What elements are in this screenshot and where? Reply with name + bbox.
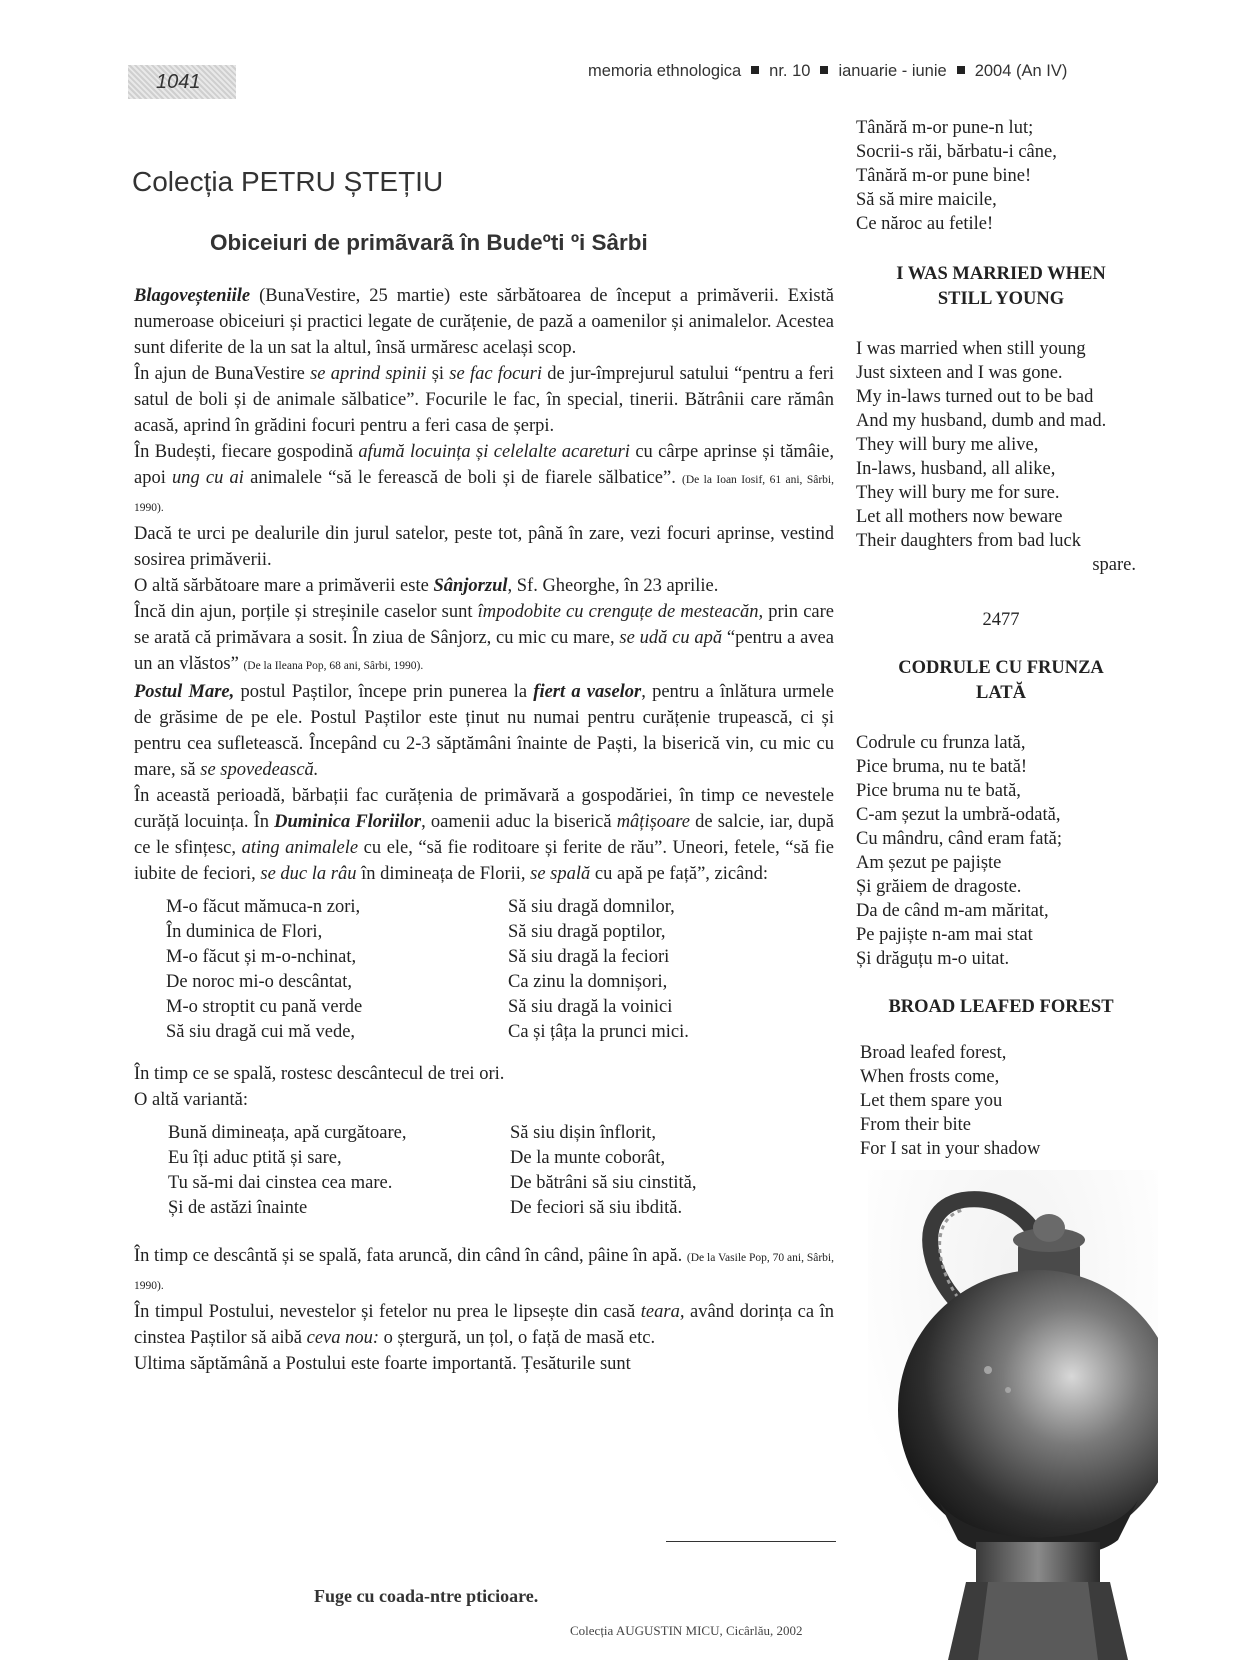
paragraph: În timp ce se spală, rostesc descântecul de trei ori. [134, 1064, 505, 1084]
poem-english [856, 337, 1156, 577]
issue-year: 2004 (An IV) [974, 62, 1068, 80]
verse-right-column [508, 895, 689, 1045]
page-number: 1041 [128, 65, 236, 99]
poem-tail [856, 116, 1156, 236]
paragraph: Blagoveșteniile (BunaVestire, 25 martie) este sărbătoarea de început a primăverii. Există numeroase obiceiuri și practici legate de curățenie, de pază a oamenilor și animalelor. Acestea sunt diferite de la un sat la altul, însă urmăresc același scop. [134, 286, 834, 358]
verse-line: When frosts come, [860, 1067, 1000, 1087]
verse-line: Pice bruma nu te bată, [856, 781, 1021, 801]
verse-line: Codrule cu frunza lată, [856, 733, 1026, 753]
verse-line: Let all mothers now beware [856, 507, 1063, 527]
verse-line: Tânără m-or pune bine! [856, 166, 1032, 186]
verse-line: Socrii-s răi, bărbatu-i câne, [856, 142, 1057, 162]
verse-line: Să să mire maicile, [856, 190, 997, 210]
verse-line: Pe pajiște n-am mai stat [856, 925, 1033, 945]
source-note: (De la Ioan Iosif, 61 ani, Sârbi, 1990). [134, 474, 834, 514]
verse-line: Să siu dragă domnilor, [508, 897, 675, 917]
issue-period: ianuarie - iunie [838, 62, 947, 80]
verse-line: They will bury me alive, [856, 435, 1039, 455]
collection-title: Colecția PETRU ȘTEȚIU [132, 166, 444, 197]
verse-line: Să siu dragă la feciori [508, 947, 670, 967]
verse-line: C-am șezut la umbră-odată, [856, 805, 1061, 825]
paragraph: În timp ce descântă și se spală, fata aruncă, din când în când, pâine în apă. (De la Vasile Pop, 70 ani, Sârbi, 1990). [134, 1246, 835, 1292]
paragraph: Postul Mare, postul Paștilor, începe prin punerea la fiert a vaselor, pentru a înlătura urmele de grăsime de pe ele. Postul Paștilor este ținut nu numai pentru curățenie trupească, ci și pentru cea sufletească. Începând cu 2-3 săptămâni înainte de Paști, la biserică vin, cu mic cu mare, să se spovedească. [134, 682, 835, 780]
term: Sânjorzul [433, 576, 508, 596]
verse-line: De feciori să siu ibdită. [510, 1198, 683, 1218]
verse-line: From their bite [860, 1115, 971, 1135]
verse-line: De bătrâni să siu cinstită, [510, 1173, 697, 1193]
running-head [588, 62, 1138, 81]
verse-line: Să siu dragă poptilor, [508, 922, 666, 942]
verse-line: They will bury me for sure. [856, 483, 1060, 503]
paragraph: În această perioadă, bărbații fac curățenia de primăvară a gospodăriei, în timp ce nevestele curăță locuința. În Duminica Floriilor, oamenii aduc la biserică mâțișoare de salcie, iar, după ce le sfințesc, ating animalele cu ele, “să fie roditoare și ferite de rău”. Uneori, fetele, “să fie iubite de feciori, se duc la râu în dimineața de Florii, se spală cu apă pe față”, zicând: [134, 786, 835, 884]
term: Postul Mare, [134, 682, 235, 702]
poem-title: CODRULE CU FRUNZA LATĂ [898, 658, 1104, 703]
paragraph: Ultima săptămână a Postului este foarte importantă. Țesăturile sunt [134, 1354, 631, 1374]
verse-line: For I sat in your shadow [860, 1139, 1041, 1159]
verse-line: Just sixteen and I was gone. [856, 363, 1063, 383]
verse-line: De noroc mi-o descântat, [166, 972, 352, 992]
separator-square-icon [957, 66, 965, 74]
verse-line: Bună dimineața, apă curgătoare, [168, 1123, 407, 1143]
verse-line: M-o stroptit cu pană verde [166, 997, 363, 1017]
poem-romanian [856, 731, 1156, 971]
verse-line: În duminica de Flori, [166, 922, 323, 942]
paragraph: Încă din ajun, porțile și streșinile caselor sunt împodobite cu crenguțe de mesteacăn, prin care se arată că primăvara a sosit. În ziua de Sânjorz, cu mic cu mare, se udă cu apă “pentru a avea un an vlăstos” (De la Ileana Pop, 68 ani, Sârbi, 1990). [134, 602, 834, 674]
verse-line: In-laws, husband, all alike, [856, 459, 1056, 479]
paragraph: În ajun de BunaVestire se aprind spinii și se fac focuri de jur-împrejurul satului “pentru a feri satul de boli și de animale sălbatice”. Focurile le fac, în special, tinerii. Bătrânii care rămân acasă, aprind în grădini focuri pentru a feri casa de șerpi. [134, 364, 835, 436]
verse-line: Și grăiem de dragoste. [856, 877, 1022, 897]
riddle-text: Fuge cu coada-ntre pticioare. [314, 1586, 539, 1606]
verse-line: Pice bruma, nu te bată! [856, 757, 1028, 777]
verse-line: Broad leafed forest, [860, 1043, 1007, 1063]
verse-line: Tu să-mi dai cinstea cea mare. [168, 1173, 393, 1193]
separator-square-icon [820, 66, 828, 74]
journal-name: memoria ethnologica [588, 62, 742, 80]
verse-left-column [166, 895, 362, 1045]
verse-line: My in-laws turned out to be bad [856, 387, 1094, 407]
verse-line: Să siu dragă la voinici [508, 997, 673, 1017]
verse-line: Let them spare you [860, 1091, 1003, 1111]
verse-line: And my husband, dumb and mad. [856, 411, 1107, 431]
verse-line: I was married when still young [856, 339, 1086, 359]
jug-image-icon [868, 1170, 1158, 1660]
verse-line: M-o făcut mămuca-n zori, [166, 897, 361, 917]
source-note: (De la Vasile Pop, 70 ani, Sârbi, 1990). [134, 1252, 835, 1292]
verse-line: Ca și țâța la prunci mici. [508, 1022, 689, 1042]
verse-block-1 [134, 895, 834, 1055]
riddle-source: Colecția AUGUSTIN MICU, Cicârlău, 2002 [570, 1623, 803, 1638]
verse-left-column [168, 1121, 407, 1221]
clay-jug-photo [868, 1170, 1158, 1660]
verse-line: Și de astăzi înainte [168, 1198, 308, 1218]
paragraph: În timpul Postului, nevestelor și fetelor nu prea le lipsește din casă teara, având dorința ca în cinstea Paștilor să aibă ceva nou: o ștergură, un țol, o față de masă etc. [134, 1302, 834, 1348]
footnote-divider [666, 1541, 836, 1542]
paragraph: O altă variantă: [134, 1090, 249, 1110]
article-body [134, 283, 834, 1377]
poem-english [860, 1041, 1160, 1161]
separator-square-icon [751, 66, 759, 74]
paragraph: O altă sărbătoare mare a primăverii este Sânjorzul, Sf. Gheorghe, în 23 aprilie. [134, 576, 719, 596]
verse-line: De la munte coborât, [510, 1148, 666, 1168]
verse-line: M-o făcut și m-o-nchinat, [166, 947, 357, 967]
verse-line: spare. [1092, 555, 1136, 575]
article-title: Obiceiuri de primãvarã în Budeºti ºi Sârbi [210, 230, 648, 255]
issue-number: nr. 10 [769, 62, 811, 80]
verse-line: Cu mândru, când eram fată; [856, 829, 1062, 849]
verse-block-2 [134, 1121, 834, 1237]
verse-line: Am șezut pe pajiște [856, 853, 1002, 873]
term: Blagoveșteniile [134, 286, 251, 306]
verse-line: Da de când m-am măritat, [856, 901, 1049, 921]
verse-line: Their daughters from bad luck [856, 531, 1082, 551]
source-note: (De la Ileana Pop, 68 ani, Sârbi, 1990). [243, 660, 424, 672]
paragraph: În Budești, fiecare gospodină afumă locuința și celelalte acareturi cu cârpe aprinse și tămâie, apoi ung cu ai animalele “să le ferească de boli și de fiarele sălbatice”. (De la Ioan Iosif, 61 ani, Sârbi, 1990). [134, 442, 835, 514]
verse-line: Ce năroc au fetile! [856, 214, 994, 234]
term: Duminica Floriilor [274, 812, 422, 832]
verse-line: Tânără m-or pune-n lut; [856, 118, 1034, 138]
verse-line: Eu îți aduc ptită și sare, [168, 1148, 342, 1168]
poem-title: I WAS MARRIED WHEN STILL YOUNG [896, 264, 1106, 309]
verse-line: Să siu dișin înflorit, [510, 1123, 656, 1143]
poem-number: 2477 [982, 610, 1020, 630]
verse-line: Și drăguțu m-o uitat. [856, 949, 1010, 969]
term: fiert a vaselor [533, 682, 642, 702]
verse-line: Ca zinu la domnișori, [508, 972, 668, 992]
verse-right-column [510, 1121, 697, 1221]
poem-title: BROAD LEAFED FOREST [888, 997, 1114, 1017]
paragraph: Dacă te urci pe dealurile din jurul satelor, peste tot, până în zare, vezi focuri aprinse, vestind sosirea primăverii. [134, 524, 834, 570]
verse-line: Să siu dragă cui mă vede, [166, 1022, 356, 1042]
